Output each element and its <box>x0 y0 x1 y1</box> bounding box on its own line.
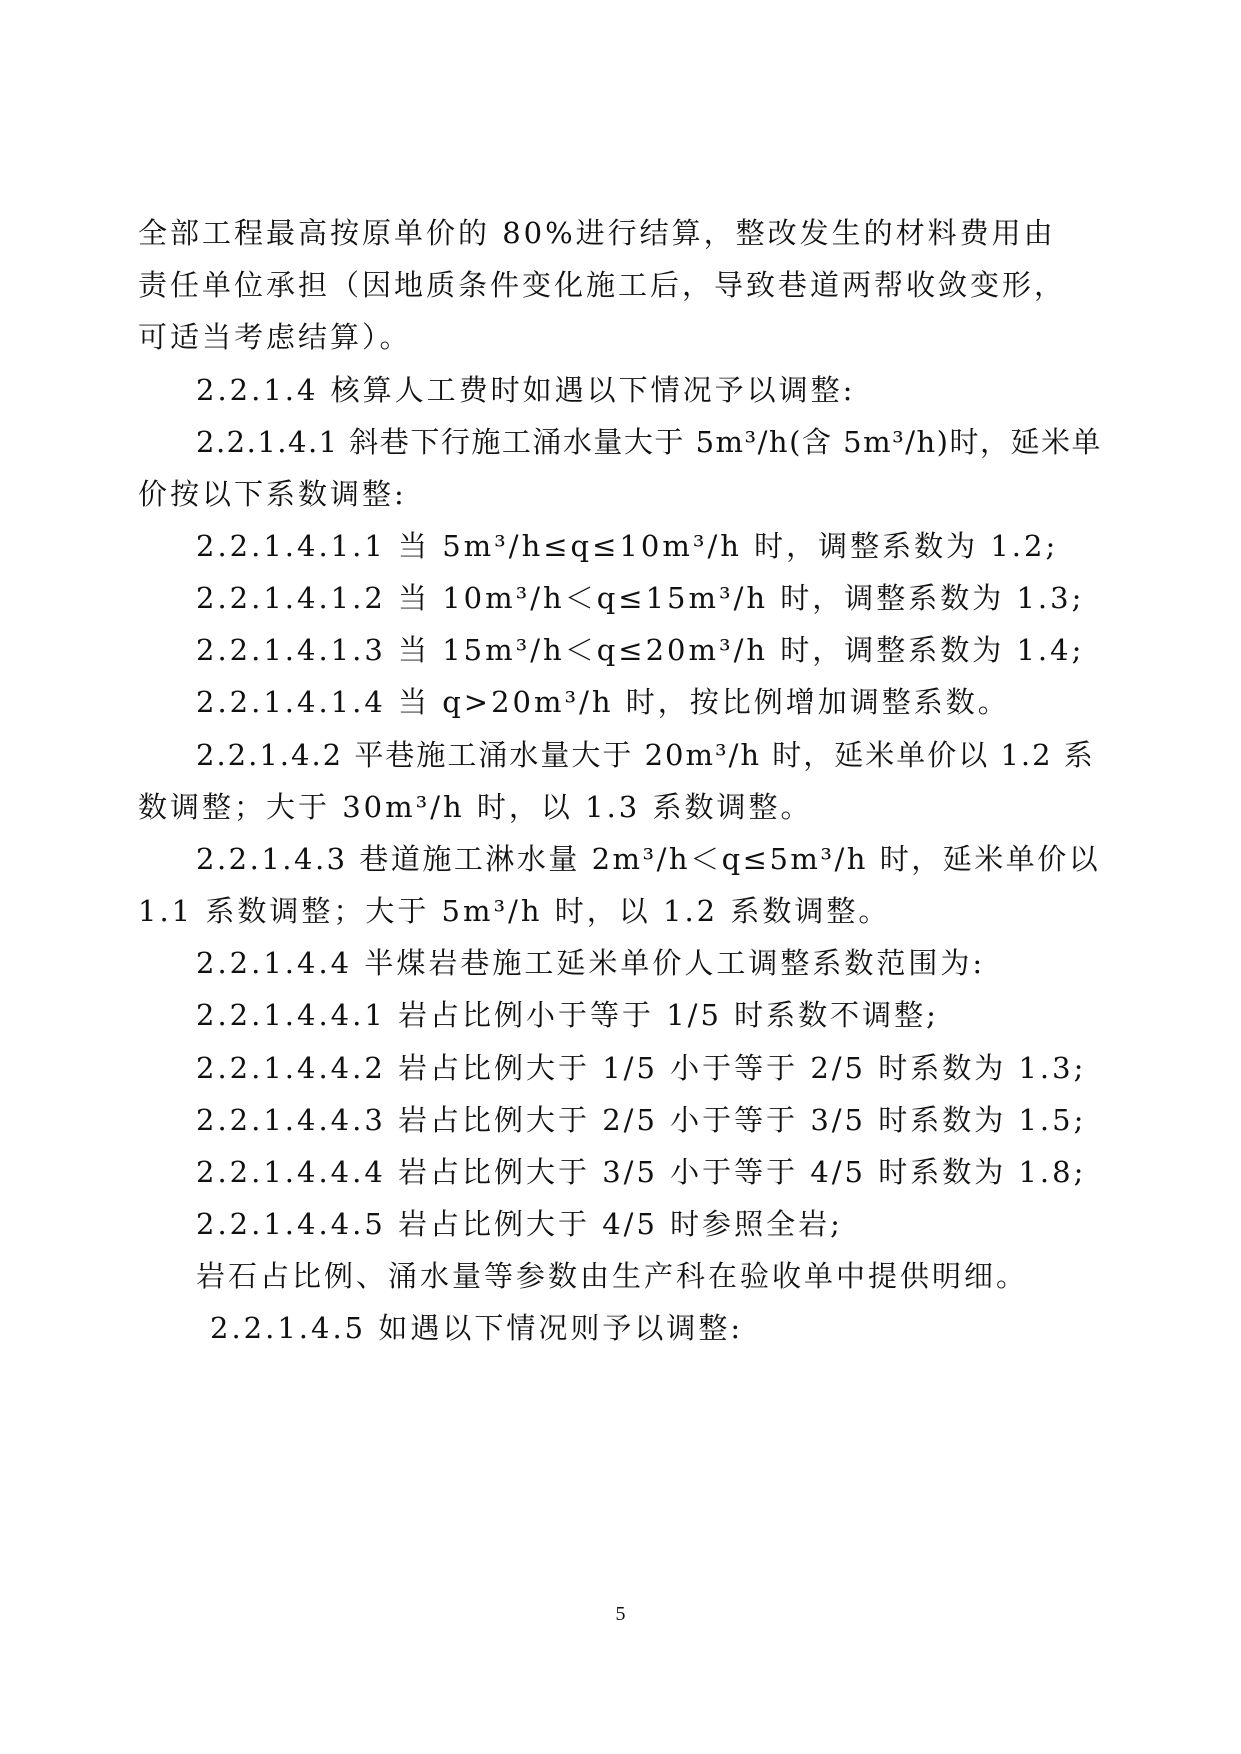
text-line-3: 可适当考虑结算）。 <box>138 320 412 354</box>
text-line-12: 数调整；大于 30m³/h 时，以 1.3 系数调整。 <box>138 790 813 824</box>
text-line-7: 2.2.1.4.1.1 当 5m³/h≤q≤10m³/h 时，调整系数为 1.2; <box>196 529 1059 563</box>
text-line-19: 2.2.1.4.4.4 岩占比例大于 3/5 小于等于 4/5 时系数为 1.8; <box>196 1155 1087 1189</box>
text-line-17: 2.2.1.4.4.2 岩占比例大于 1/5 小于等于 2/5 时系数为 1.3; <box>196 1051 1087 1085</box>
text-line-21: 岩石占比例、涌水量等参数由生产科在验收单中提供明细。 <box>196 1259 1029 1293</box>
text-line-6: 价按以下系数调整: <box>138 477 407 511</box>
text-line-4: 2.2.1.4 核算人工费时如遇以下情况予以调整: <box>196 373 856 407</box>
text-line-11: 2.2.1.4.2 平巷施工涌水量大于 20m³/h 时，延米单价以 1.2 系 <box>196 738 1095 772</box>
text-line-13: 2.2.1.4.3 巷道施工淋水量 2m³/h＜q≤5m³/h 时，延米单价以 <box>196 842 1101 876</box>
text-line-9: 2.2.1.4.1.3 当 15m³/h＜q≤20m³/h 时，调整系数为 1.4; <box>196 633 1085 667</box>
text-line-18: 2.2.1.4.4.3 岩占比例大于 2/5 小于等于 3/5 时系数为 1.5; <box>196 1103 1087 1137</box>
text-line-2: 责任单位承担（因地质条件变化施工后，导致巷道两帮收敛变形， <box>138 268 1067 302</box>
text-line-8: 2.2.1.4.1.2 当 10m³/h＜q≤15m³/h 时，调整系数为 1.3; <box>196 581 1085 615</box>
text-line-14: 1.1 系数调整；大于 5m³/h 时，以 1.2 系数调整。 <box>138 894 891 928</box>
text-line-16: 2.2.1.4.4.1 岩占比例小于等于 1/5 时系数不调整; <box>196 998 939 1032</box>
text-line-5: 2.2.1.4.1 斜巷下行施工涌水量大于 5m³/h(含 5m³/h)时，延米单 <box>196 425 1102 459</box>
text-line-1: 全部工程最高按原单价的 80%进行结算，整改发生的材料费用由 <box>138 216 1056 250</box>
text-line-22: 2.2.1.4.5 如遇以下情况则予以调整: <box>210 1311 744 1345</box>
text-line-15: 2.2.1.4.4 半煤岩巷施工延米单价人工调整系数范围为: <box>196 946 986 980</box>
text-line-20: 2.2.1.4.4.5 岩占比例大于 4/5 时参照全岩; <box>196 1207 843 1241</box>
text-line-10: 2.2.1.4.1.4 当 q>20m³/h 时，按比例增加调整系数。 <box>196 685 1010 719</box>
page-number: 5 <box>615 1603 626 1625</box>
